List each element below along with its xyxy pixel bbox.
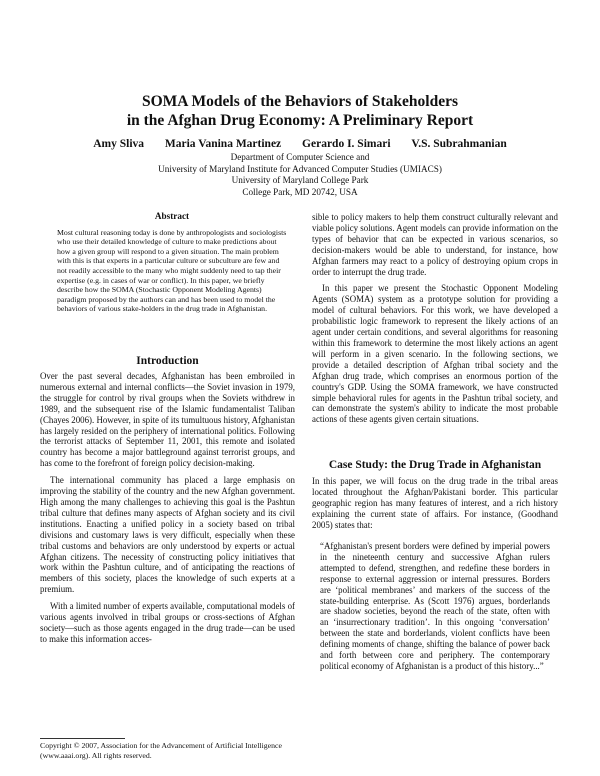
footnote-rule: [40, 738, 125, 739]
affiliation-line: University of Maryland Institute for Advanced Computer Studies (UMIACS): [158, 163, 442, 174]
abstract: [57, 212, 287, 314]
block-quote: “Afghanistan's present borders were defined by imperial powers in the nineteenth century and successive Afghan rulers attempted to defend, strengthen, and redefine these borders in response to external aggression or internal pressures. Borders are ‘political membranes’ and markers of the success of the state-building enterprise. As (Scott 1976) argues, borderlands are shadow societies, beyond the reach of the state, often with an ‘insurrectionary tradition’. In this ongoing ‘conversation’ between the state and borderlands, violent conflicts have been defining moments of change, shifting the balance of power back and forth between core and periphery. The contemporary political economy of Afghanistan is a product of this history...”: [320, 541, 550, 671]
abstract-heading: Abstract: [154, 211, 190, 221]
author-name: Gerardo I. Simari: [302, 138, 391, 150]
paragraph: sible to policy makers to help them construct culturally relevant and viable policy solutions. Agent models can provide information on the types of behavior that can be expected in various scenarios, so decision-makers would be able to understand, for instance, how Afghan farmers may react to a policy of destroying opium crops in order to interrupt the drug trade.: [312, 212, 558, 277]
copyright-notice: Copyright © 2007, Association for the Advancement of Artificial Intelligence (www.aaai.org). All rights reserved.: [40, 741, 282, 760]
introduction-body: [40, 371, 295, 651]
paragraph: Over the past several decades, Afghanistan has been embroiled in numerous external and internal conflicts—the Soviet invasion in 1979, the struggle for control by rival groups when the Soviets withdrew in 1989, and the subsequent rise of the Islamic fundamentalist Taliban (Chayes 2006). However, in spite of its tumultuous history, Afghanistan has largely resided on the periphery of international politics. Following the terrorist attacks of September 11, 2001, this remote and isolated country has become a major battleground against terrorist groups, and has come to the forefront of foreign policy decision-making.: [40, 371, 295, 469]
paragraph: In this paper, we will focus on the drug trade in the tribal areas located throughout the Afghan/Pakistani border. This particular geographic region has many features of interest, and a rich history explaining the current state of affairs. For instance, (Goodhand 2005) states that:: [312, 476, 558, 530]
author-name: Amy Sliva: [93, 138, 145, 150]
affiliation-line: Department of Computer Science and: [230, 152, 370, 162]
case-study-heading: Case Study: the Drug Trade in Afghanistan: [328, 459, 542, 471]
paragraph: With a limited number of experts available, computational models of various agents involved in tribal groups or cross-sections of Afghan society—such as those agents engaged in the drug trade—can be used to make this information acces-: [40, 601, 295, 644]
abstract-text: Most cultural reasoning today is done by anthropologists and sociologists who use their detailed knowledge of culture to make predictions about how a given group will respond to a given situation. The main problem with this is that experts in a particular culture or subculture are few and not readily accessible to the many who might suddenly need to tap their expertise (e.g. in cases of war or conflict). In this paper, we briefly describe how the SOMA (Stochastic Opponent Modeling Agents) paradigm proposed by the authors can and has been used to model the behaviors of various stake-holders in the drug trade in Afghanistan.: [57, 227, 287, 314]
author-name: V.S. Subrahmanian: [411, 138, 507, 150]
paragraph: The international community has placed a large emphasis on improving the stability of the country and the new Afghan government. High among the many challenges to achieving this goal is the Pashtun tribal culture that defines many aspects of Afghan society and its civil institutions. Enacting a unified policy in a society based on tribal divisions and customary laws is very difficult, especially when these tribal customs and behaviors are only understood by experts or actual Afghan citizens. The necessity of constructing policy initiatives that work within the Pashtun culture, and of anticipating the reactions of members of this society, places the knowledge of such experts at a premium.: [40, 475, 295, 595]
paragraph: In this paper we present the Stochastic Opponent Modeling Agents (SOMA) system as a prototype solution for providing a model of cultural behaviors. For this work, we have developed a probabilistic logic framework to represent the likely actions of an agent under certain conditions, and several algorithms for reasoning within this framework to determine the most likely actions an agent will perform in a given scenario. In the following sections, we provide a detailed description of Afghan tribal society and the Afghan drug trade, which comprises an enormous portion of the country's GDP. Using the SOMA framework, we have constructed simple behavioral rules for agents in the Pashtun tribal society, and can demonstrate the system's ability to indicate the most probable actions of these agents given certain situations.: [312, 283, 558, 425]
author-name: Maria Vanina Martinez: [164, 138, 282, 150]
author-list: [0, 138, 600, 150]
right-column-body: [312, 212, 558, 431]
affiliation-line: College Park, MD 20742, USA: [242, 186, 358, 197]
affiliation-line: University of Maryland College Park: [231, 175, 369, 185]
introduction-heading: Introduction: [136, 355, 199, 367]
case-study-body: [312, 476, 558, 537]
paper-title-line-1: SOMA Models of the Behaviors of Stakeholders: [141, 93, 459, 110]
paper-title-line-2: in the Afghan Drug Economy: A Preliminary Report: [126, 112, 474, 129]
